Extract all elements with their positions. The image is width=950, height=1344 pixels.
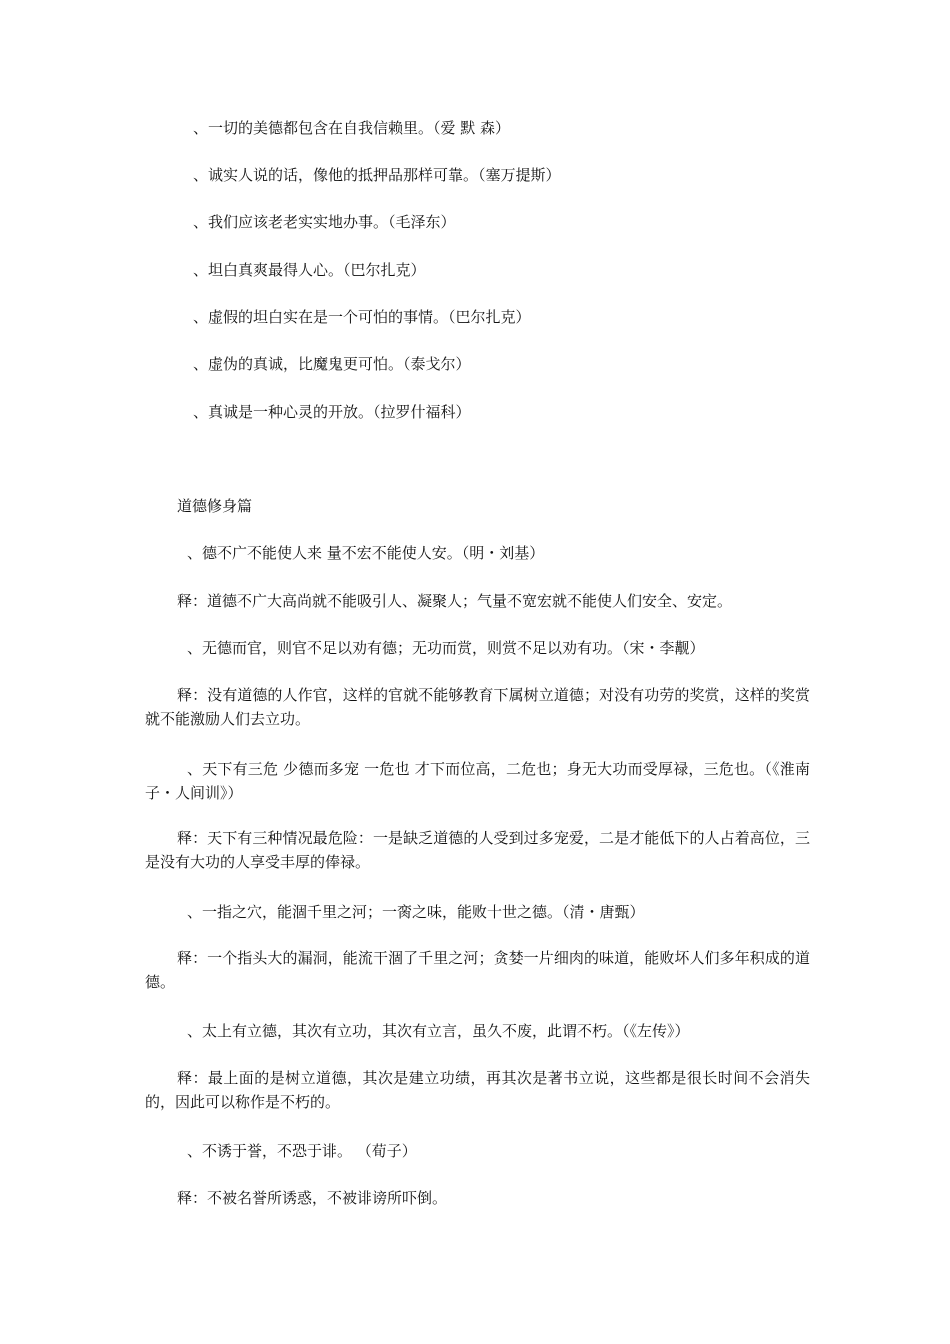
entry-explanation: 释：不被名誉所诱惑，不被诽谤所吓倒。 (177, 1189, 448, 1207)
entry-explanation: 释：天下有三种情况最危险：一是缺乏道德的人受到过多宠爱，二是才能低下的人占着高位，三是没有大功的人享受丰厚的俸禄。 (145, 829, 810, 871)
entry-quote: 、德不广不能使人来 量不宏不能使人安。（明・刘基） (187, 544, 545, 562)
entry-explanation: 释：没有道德的人作官，这样的官就不能够教育下属树立道德；对没有功劳的奖赏，这样的奖赏就不能激励人们去立功。 (145, 686, 810, 728)
entry-quote: 、太上有立德，其次有立功，其次有立言，虽久不废，此谓不朽。（《左传》） (187, 1022, 690, 1040)
section-title: 道德修身篇 (177, 497, 253, 515)
entry-quote: 、不诱于誉，不恐于诽。 （荀子） (187, 1142, 417, 1160)
quote-line: 、诚实人说的话，像他的抵押品那样可靠。（塞万提斯） (193, 166, 561, 184)
quote-line: 、真诚是一种心灵的开放。（拉罗什福科） (193, 403, 471, 421)
quote-line: 、坦白真爽最得人心。（巴尔扎克） (193, 261, 426, 279)
quote-line: 、一切的美德都包含在自我信赖里。（爱 默 森） (193, 119, 511, 137)
entry-quote: 、天下有三危 少德而多宠 一危也 才下而位高，二危也；身无大功而受厚禄，三危也。（《淮南子・人间训》） (145, 760, 810, 802)
quote-line: 、虚伪的真诚，比魔鬼更可怕。（泰戈尔） (193, 355, 471, 373)
quote-line: 、我们应该老老实实地办事。（毛泽东） (193, 213, 456, 231)
entry-explanation: 释：最上面的是树立道德，其次是建立功绩，再其次是著书立说，这些都是很长时间不会消失的，因此可以称作是不朽的。 (145, 1069, 810, 1111)
entry-quote: 、一指之穴，能涸千里之河；一脔之味，能败十世之德。（清・唐甄） (187, 903, 645, 921)
entry-quote: 、无德而官，则官不足以劝有德；无功而赏，则赏不足以劝有功。（宋・李觏） (187, 639, 705, 657)
quote-line: 、虚假的坦白实在是一个可怕的事情。（巴尔扎克） (193, 308, 531, 326)
entry-explanation: 释：一个指头大的漏洞，能流干涸了千里之河；贪婪一片细肉的味道，能败坏人们多年积成的道德。 (145, 949, 810, 991)
entry-explanation: 释：道德不广大高尚就不能吸引人、凝聚人；气量不宽宏就不能使人们安全、安定。 (177, 592, 733, 610)
